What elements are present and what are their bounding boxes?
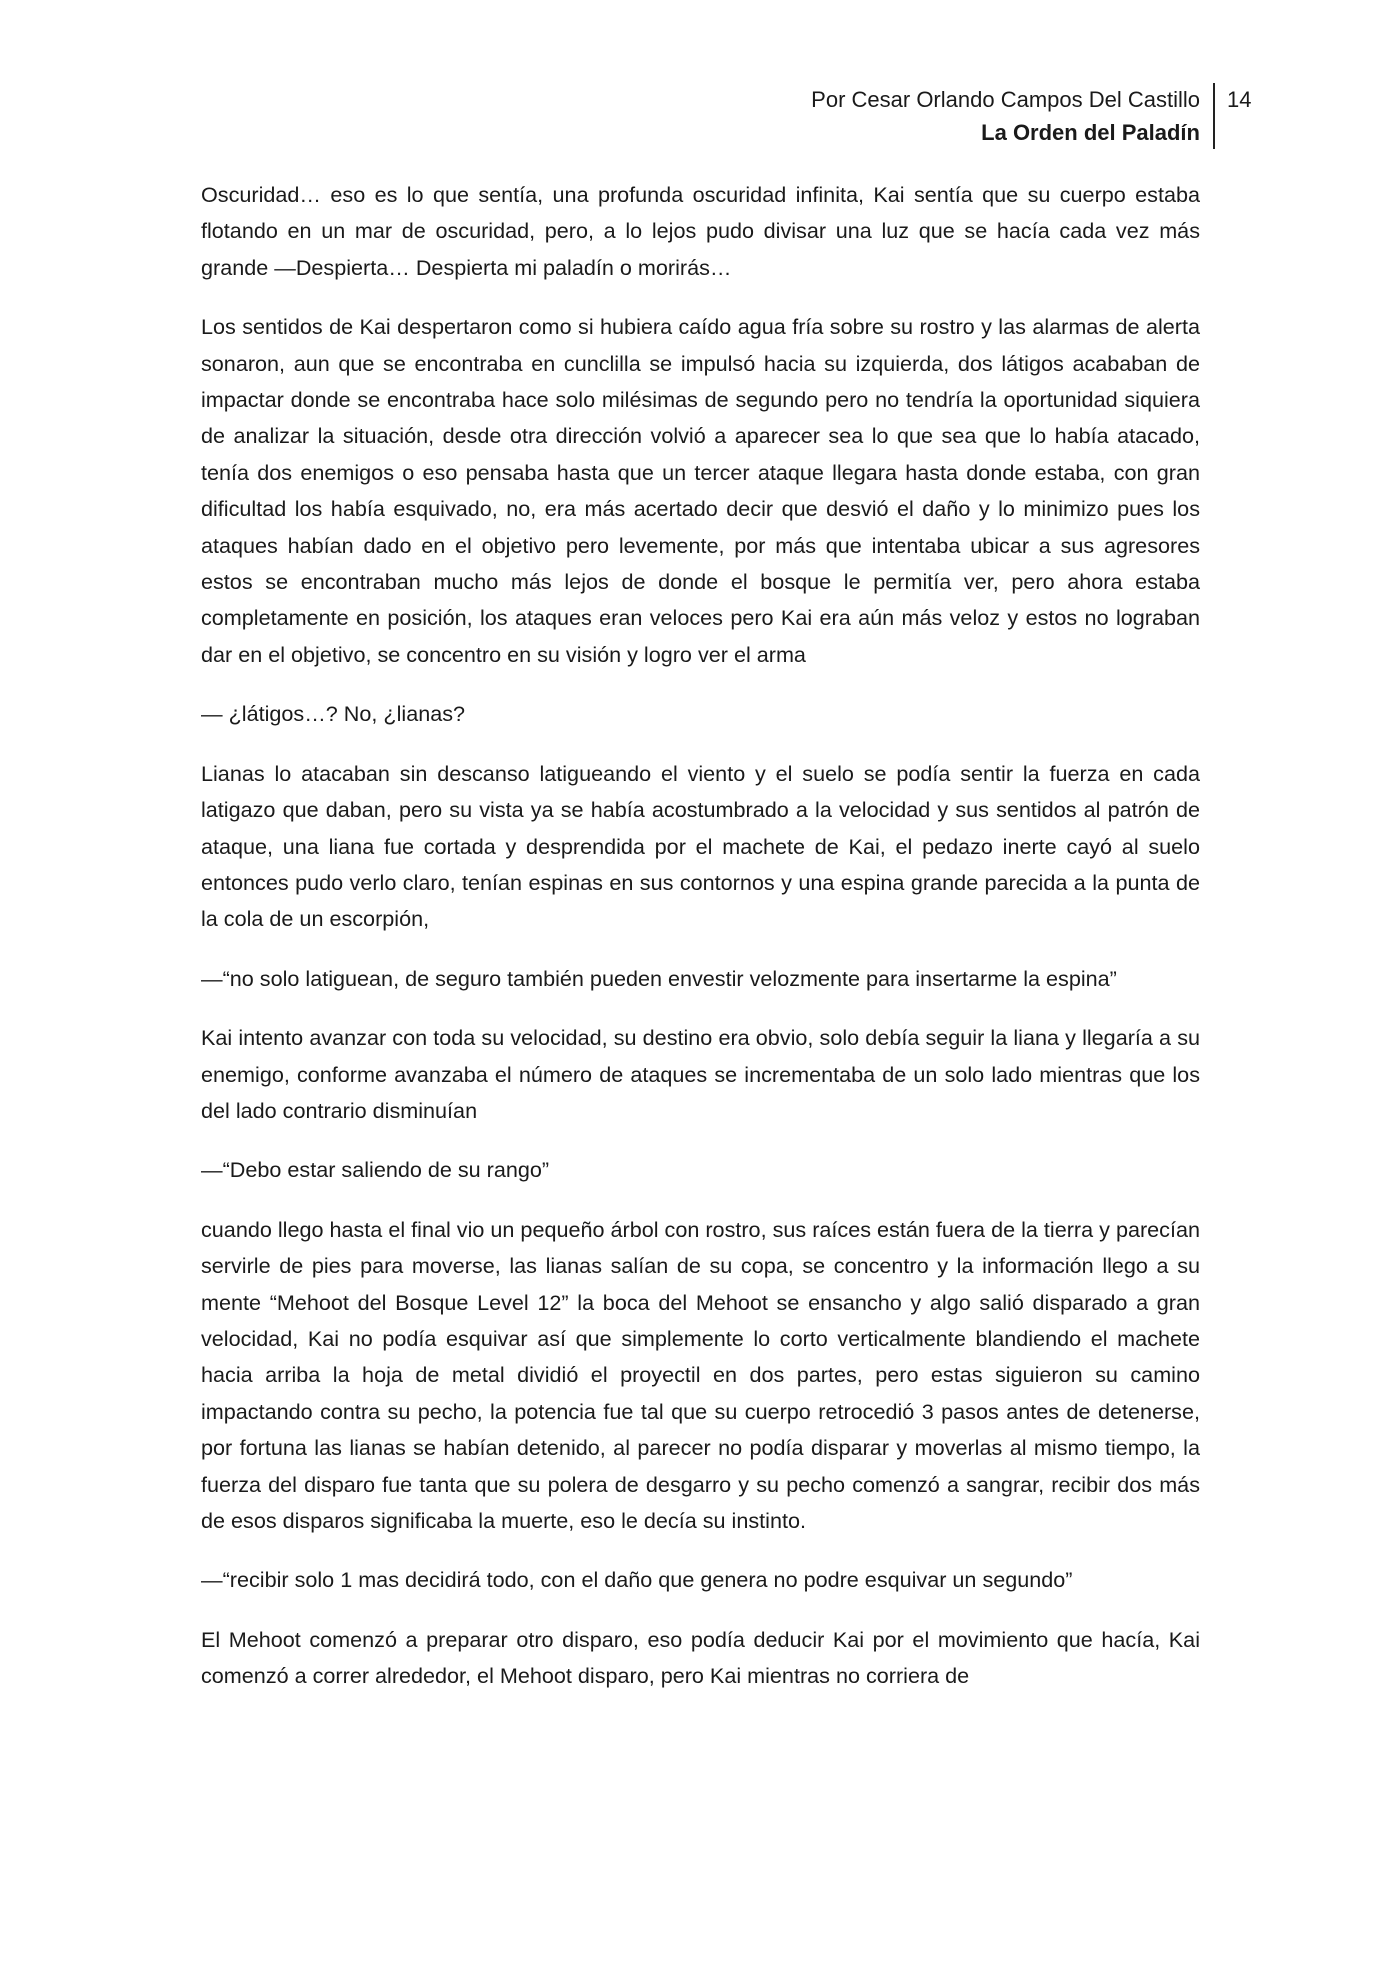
- header-book-title: La Orden del Paladín: [981, 120, 1200, 145]
- header-divider: [1213, 83, 1215, 149]
- paragraph: Kai intento avanzar con toda su velocidad, su destino era obvio, solo debía seguir la liana y llegaría a su enemigo, conforme avanzaba el número de ataques se incrementaba de un solo lado mientras que los del lado contrario disminuían: [201, 1025, 1200, 1123]
- dialogue-line: —“no solo latiguean, de seguro también pueden envestir velozmente para insertarme la espina”: [201, 965, 1117, 991]
- paragraph: El Mehoot comenzó a preparar otro disparo, eso podía deducir Kai por el movimiento que hacía, Kai comenzó a correr alrededor, el Mehoot disparo, pero Kai mientras no corriera de: [201, 1626, 1200, 1689]
- paragraph: Lianas lo atacaban sin descanso latigueando el viento y el suelo se podía sentir la fuerza en cada latigazo que daban, pero su vista ya se había acostumbrado a la velocidad y sus sentidos al patrón de ataque, una liana fue cortada y desprendida por el machete de Kai, el pedazo inerte cayó al suelo entonces pudo verlo claro, tenían espinas en sus contornos y una espina grande parecida a la punta de la cola de un escorpión,: [201, 760, 1200, 932]
- page-number: 14: [1227, 87, 1252, 112]
- paragraph: cuando llego hasta el final vio un pequeño árbol con rostro, sus raíces están fuera de la tierra y parecían servirle de pies para moverse, las lianas salían de su copa, se concentro y la información llego a su mente “Mehoot del Bosque Level 12” la boca del Mehoot se ensancho y algo salió disparado a gran velocidad, Kai no podía esquivar así que simplemente lo corto verticalmente blandiendo el machete hacia arriba la hoja de metal dividió el proyectil en dos partes, pero estas siguieron su camino impactando contra su pecho, la potencia fue tal que su cuerpo retrocedió 3 pasos antes de detenerse, por fortuna las lianas se habían detenido, al parecer no podía disparar y moverlas al mismo tiempo, la fuerza del disparo fue tanta que su polera de desgarro y su pecho comenzó a sangrar, recibir dos más de esos disparos significaba la muerte, eso le decía su instinto.: [201, 1216, 1200, 1533]
- dialogue-line: — ¿látigos…? No, ¿lianas?: [201, 701, 466, 727]
- paragraph: Los sentidos de Kai despertaron como si hubiera caído agua fría sobre su rostro y las alarmas de alerta sonaron, aun que se encontraba en cunclilla se impulsó hacia su izquierda, dos látigos acababan de impactar donde se encontraba hace solo milésimas de segundo pero no tendría la oportunidad siquiera de analizar la situación, desde otra dirección volvió a aparecer sea lo que sea que lo había atacado, tenía dos enemigos o eso pensaba hasta que un tercer ataque llegara hasta donde estaba, con gran dificultad los había esquivado, no, era más acertado decir que desvió el daño y lo minimizo pues los ataques habían dado en el objetivo pero levemente, por más que intentaba ubicar a sus agresores estos se encontraban mucho más lejos de donde el bosque le permitía ver, pero ahora estaba completamente en posición, los ataques eran veloces pero Kai era aún más veloz y estos no lograban dar en el objetivo, se concentro en su visión y logro ver el arma: [201, 314, 1200, 667]
- page-header: [0, 83, 1400, 153]
- header-author: Por Cesar Orlando Campos Del Castillo: [811, 87, 1200, 112]
- dialogue-line: —“Debo estar saliendo de su rango”: [201, 1157, 550, 1183]
- paragraph: Oscuridad… eso es lo que sentía, una profunda oscuridad infinita, Kai sentía que su cuerpo estaba flotando en un mar de oscuridad, pero, a lo lejos pudo divisar una luz que se hacía cada vez más grande —Despierta… Despierta mi paladín o morirás…: [201, 182, 1200, 280]
- header-text-block: [811, 83, 1200, 149]
- dialogue-line: —“recibir solo 1 mas decidirá todo, con el daño que genera no podre esquivar un segundo”: [201, 1567, 1073, 1593]
- page-body: [201, 177, 1200, 1718]
